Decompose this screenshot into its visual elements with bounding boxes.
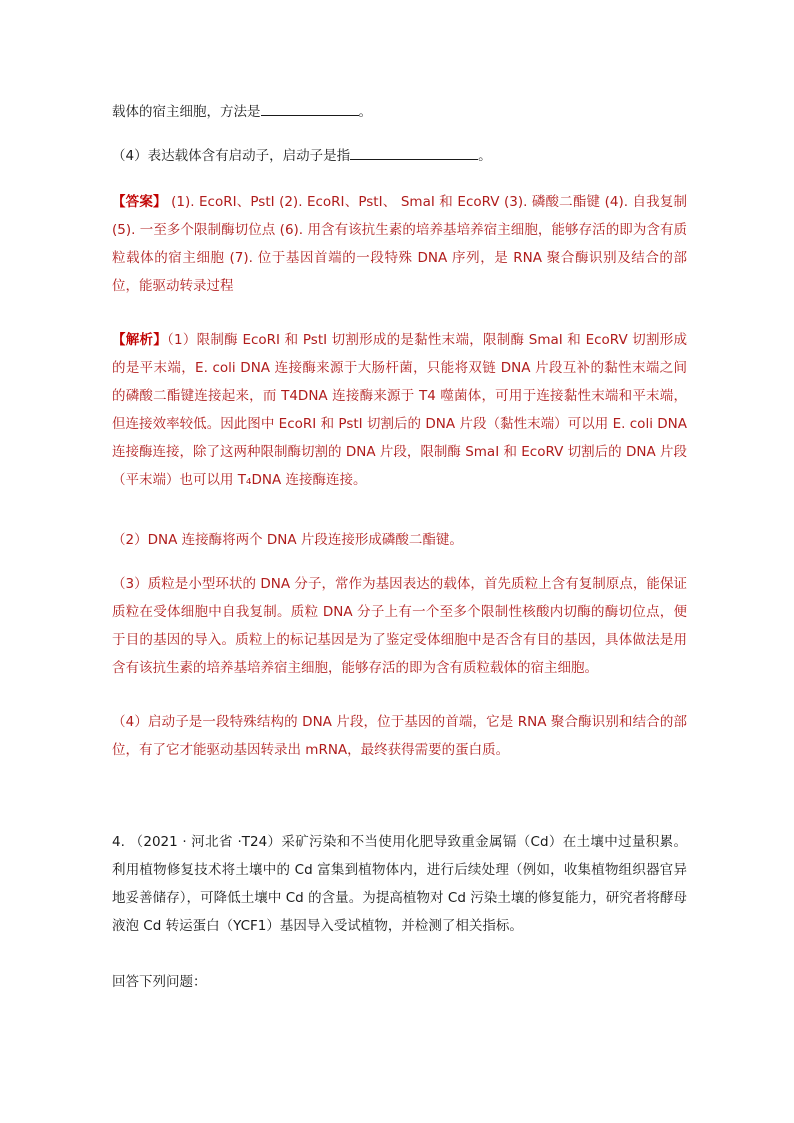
- q3-method-line: 载体的宿主细胞，方法是 。: [112, 98, 687, 126]
- answer-blank[interactable]: [350, 145, 478, 160]
- analysis-paragraph-2: （2）DNA 连接酶将两个 DNA 片段连接形成磷酸二酯键。: [112, 532, 463, 548]
- q3-item-4: （4）表达载体含有启动子，启动子是指 。: [112, 142, 687, 170]
- question-4-stem: 4. （2021 · 河北省 ·T24）采矿污染和不当使用化肥导致重金属镉（Cd）在土壤中过量积累。利用植物修复技术将土壤中的 Cd 富集到植物体内，进行后续处理（例如，收集植物组织器官异地妥善储存），可降低土壤中 Cd 的含量。为提高植物对 Cd 污染土壤的修复能力，研究者将酵母液泡 Cd 转运蛋白（YCF1）基因导入受试植物，并检测了相关指标。: [112, 834, 687, 934]
- question-4-prompt: 回答下列问题：: [112, 974, 207, 990]
- analysis-paragraph-4: （4）启动子是一段特殊结构的 DNA 片段，位于基因的首端，它是 RNA 聚合酶识别和结合的部位，有了它才能驱动基因转录出 mRNA，最终获得需要的蛋白质。: [112, 714, 687, 758]
- analysis-label: 【解析】: [112, 332, 168, 348]
- answer-blank[interactable]: [261, 101, 359, 116]
- answer-label: 【答案】: [112, 194, 167, 210]
- answer-text: (1). EcoRI、PstI (2). EcoRI、PstI、 SmaI 和 EcoRV (3). 磷酸二酯键 (4). 自我复制 (5). 一至多个限制酶切位点 (6). 用含有该抗生素的培养基培养宿主细胞，能够存活的即为含有质粒载体的宿主细胞 (7). 位于基因首端的一段特殊 DNA 序列，是 RNA 聚合酶识别及结合的部位，能驱动转录过程: [112, 194, 687, 294]
- answer-block: [112, 188, 687, 300]
- analysis-paragraph-3: （3）质粒是小型环状的 DNA 分子，常作为基因表达的载体，首先质粒上含有复制原点，能保证质粒在受体细胞中自我复制。质粒 DNA 分子上有一个至多个限制性核酸内切酶的酶切位点，便于目的基因的导入。质粒上的标记基因是为了鉴定受体细胞中是否含有目的基因，具体做法是用含有该抗生素的培养基培养宿主细胞，能够存活的即为含有质粒载体的宿主细胞。: [112, 576, 687, 676]
- analysis-paragraph-1: 【解析】（1）限制酶 EcoRI 和 PstI 切割形成的是黏性末端，限制酶 SmaI 和 EcoRV 切割形成的是平末端，E. coli DNA 连接酶来源于大肠杆菌，只能将双链 DNA 片段互补的黏性末端之间的磷酸二酯键连接起来，而 T4DNA 连接酶来源于 T4 噬菌体，可用于连接黏性末端和平末端，但连接效率较低。因此图中 EcoRI 和 PstI 切割后的 DNA 片段（黏性末端）可以用 E. coli DNA 连接酶连接，除了这两种限制酶切割的 DNA 片段，限制酶 SmaI 和 EcoRV 切割后的 DNA 片段（平末端）也可以用 T₄DNA 连接酶连接。: [112, 332, 687, 488]
